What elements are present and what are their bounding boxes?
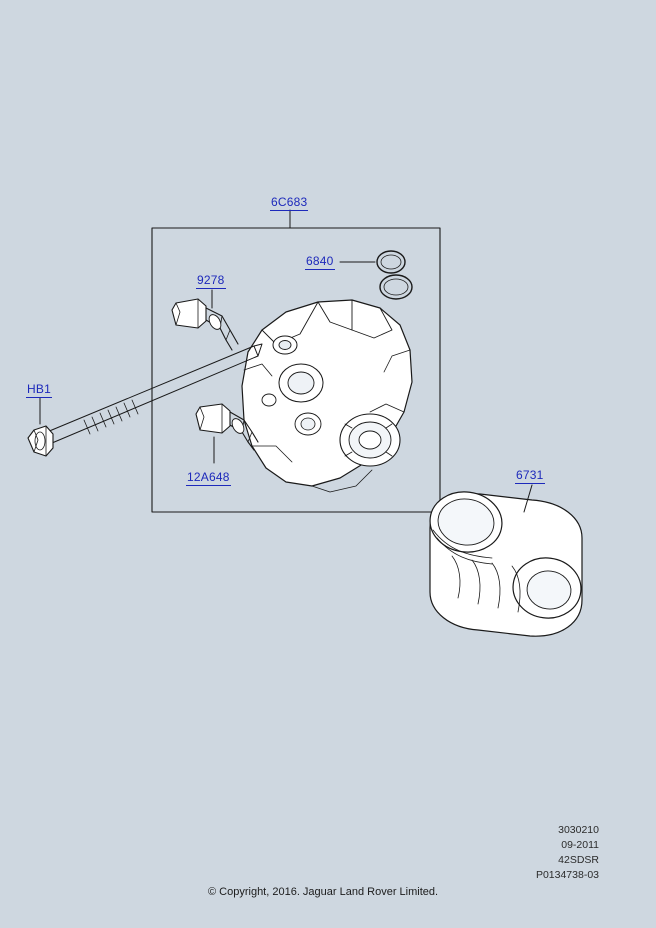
meta-engine-code: 42SDSR [558,854,599,866]
callout-6731[interactable]: 6731 [516,468,544,482]
callout-12a648[interactable]: 12A648 [187,470,230,484]
pressure-switch [172,290,238,350]
meta-drawing-number: P0134738-03 [535,869,599,881]
meta-date: 09-2011 [561,839,599,851]
callout-hb1[interactable]: HB1 [27,382,51,396]
long-bolt [28,344,262,456]
callout-9278[interactable]: 9278 [197,273,225,287]
oil-pump-body [242,300,412,492]
document-meta [536,823,599,883]
meta-part-number: 3030210 [558,824,599,836]
callout-6c683[interactable]: 6C683 [271,195,308,209]
callout-6840[interactable]: 6840 [306,254,334,268]
sealing-ring [340,251,412,299]
oil-filter [427,485,585,636]
copyright-notice: © Copyright, 2016. Jaguar Land Rover Limited. [208,886,439,898]
